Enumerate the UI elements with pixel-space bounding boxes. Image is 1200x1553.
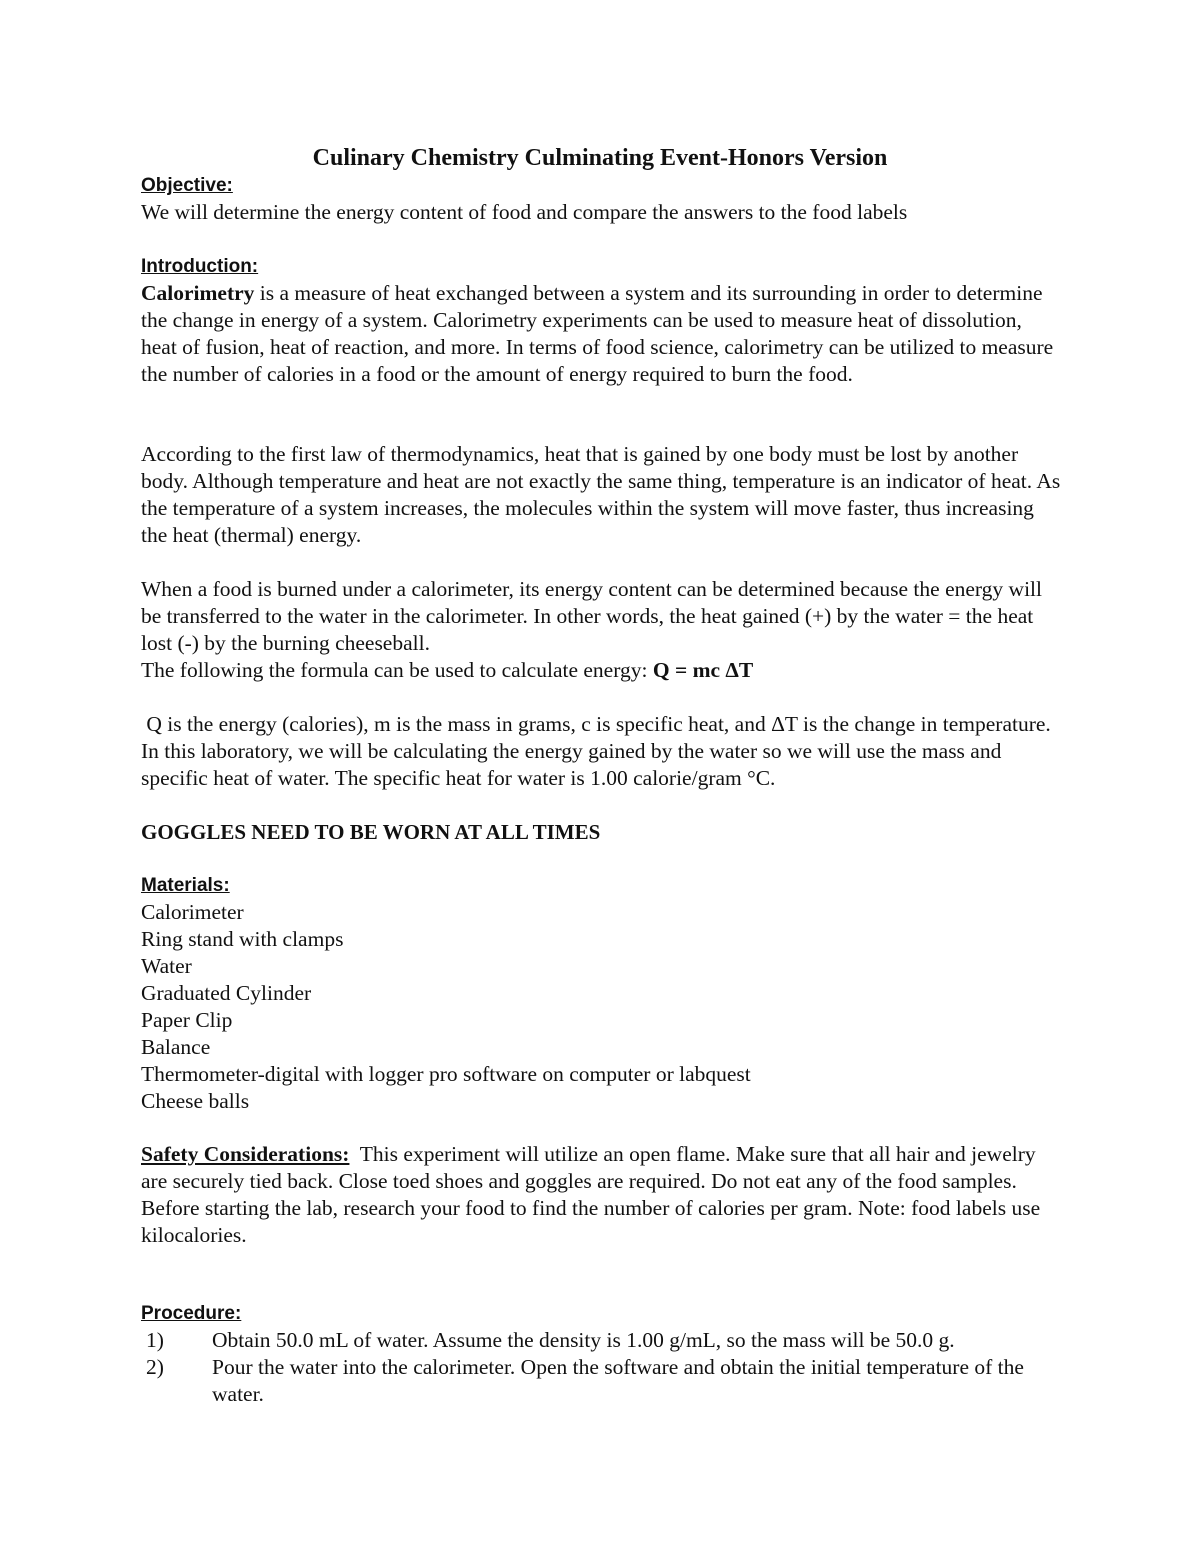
step-number: 2)	[146, 1355, 164, 1379]
safety-paragraph	[141, 1141, 1061, 1195]
intro-paragraph-2: According to the first law of thermodynamics, heat that is gained by one body must be lost by another body. Although temperature and heat are not exactly the same thing, temperature is an indicator of heat. As the temperature of a system increases, the molecules within the system will move faster, thus increasing the heat (thermal) energy.	[141, 442, 1061, 547]
material-item: Paper Clip	[141, 1008, 233, 1032]
objective-text: We will determine the energy content of food and compare the answers to the food labels	[141, 200, 908, 224]
introduction-heading: Introduction:	[141, 256, 259, 277]
objective-heading: Objective:	[141, 175, 233, 196]
material-item: Calorimeter	[141, 900, 244, 924]
intro-paragraph-1-text: is a measure of heat exchanged between a system and its surrounding in order to determine the change in energy of a system. Calorimetry experiments can be used to measure heat of dissolution, heat of fusion, heat of reaction, and more. In terms of food science, calorimetry can be utilized to measure the number of calories in a food or the amount of energy required to burn the food.	[141, 281, 1054, 386]
step-text: Obtain 50.0 mL of water. Assume the density is 1.00 g/mL, so the mass will be 50.0 g.	[212, 1328, 955, 1352]
safety-heading: Safety Considerations:	[141, 1142, 350, 1166]
introduction-section	[141, 253, 1061, 388]
material-item: Water	[141, 954, 192, 978]
intro-formula-line	[141, 657, 1061, 684]
calorimetry-term: Calorimetry	[141, 281, 255, 305]
intro-paragraph-5-block	[141, 711, 1061, 792]
procedure-step	[141, 1354, 1061, 1408]
safety-section	[141, 1141, 1061, 1249]
materials-list	[141, 899, 1061, 1115]
material-item: Graduated Cylinder	[141, 981, 312, 1005]
material-item: Ring stand with clamps	[141, 927, 344, 951]
procedure-section	[141, 1300, 1061, 1408]
material-item: Thermometer-digital with logger pro software on computer or labquest	[141, 1062, 751, 1086]
intro-paragraph-2-block	[141, 441, 1061, 549]
intro-paragraph-1	[141, 280, 1061, 388]
materials-section	[141, 872, 1061, 1115]
intro-paragraph-3-block	[141, 576, 1061, 684]
safety-research-note: Before starting the lab, research your food to find the number of calories per gram. Note: food labels use kilocalories.	[141, 1196, 1041, 1247]
step-number: 1)	[146, 1328, 164, 1352]
goggles-warning: GOGGLES NEED TO BE WORN AT ALL TIMES	[141, 820, 601, 844]
step-text: Pour the water into the calorimeter. Open the software and obtain the initial temperature of the water.	[212, 1355, 1024, 1406]
formula-lead-text: The following the formula can be used to calculate energy:	[141, 658, 653, 682]
document-title: Culinary Chemistry Culminating Event-Honors Version	[312, 145, 888, 171]
material-item: Cheese balls	[141, 1089, 250, 1113]
material-item: Balance	[141, 1035, 211, 1059]
energy-formula: Q = mc ΔT	[652, 658, 754, 682]
intro-paragraph-3: When a food is burned under a calorimeter, its energy content can be determined because the energy will be transferred to the water in the calorimeter. In other words, the heat gained (+) by the water = the heat lost (-) by the burning cheeseball.	[141, 577, 1042, 655]
procedure-steps	[141, 1327, 1061, 1408]
objective-section	[141, 172, 1061, 226]
procedure-heading: Procedure:	[141, 1303, 242, 1324]
intro-paragraph-5: Q is the energy (calories), m is the mass in grams, c is specific heat, and ΔT is the change in temperature. In this laboratory, we will be calculating the energy gained by the water so we will use the mass and specific heat of water. The specific heat for water is 1.00 calorie/gram °C.	[141, 712, 1057, 790]
safety-text: This experiment will utilize an open flame. Make sure that all hair and jewelry are securely tied back. Close toed shoes and goggles are required. Do not eat any of the food samples.	[141, 1142, 1041, 1193]
procedure-step	[141, 1327, 1061, 1354]
materials-heading: Materials:	[141, 875, 230, 896]
